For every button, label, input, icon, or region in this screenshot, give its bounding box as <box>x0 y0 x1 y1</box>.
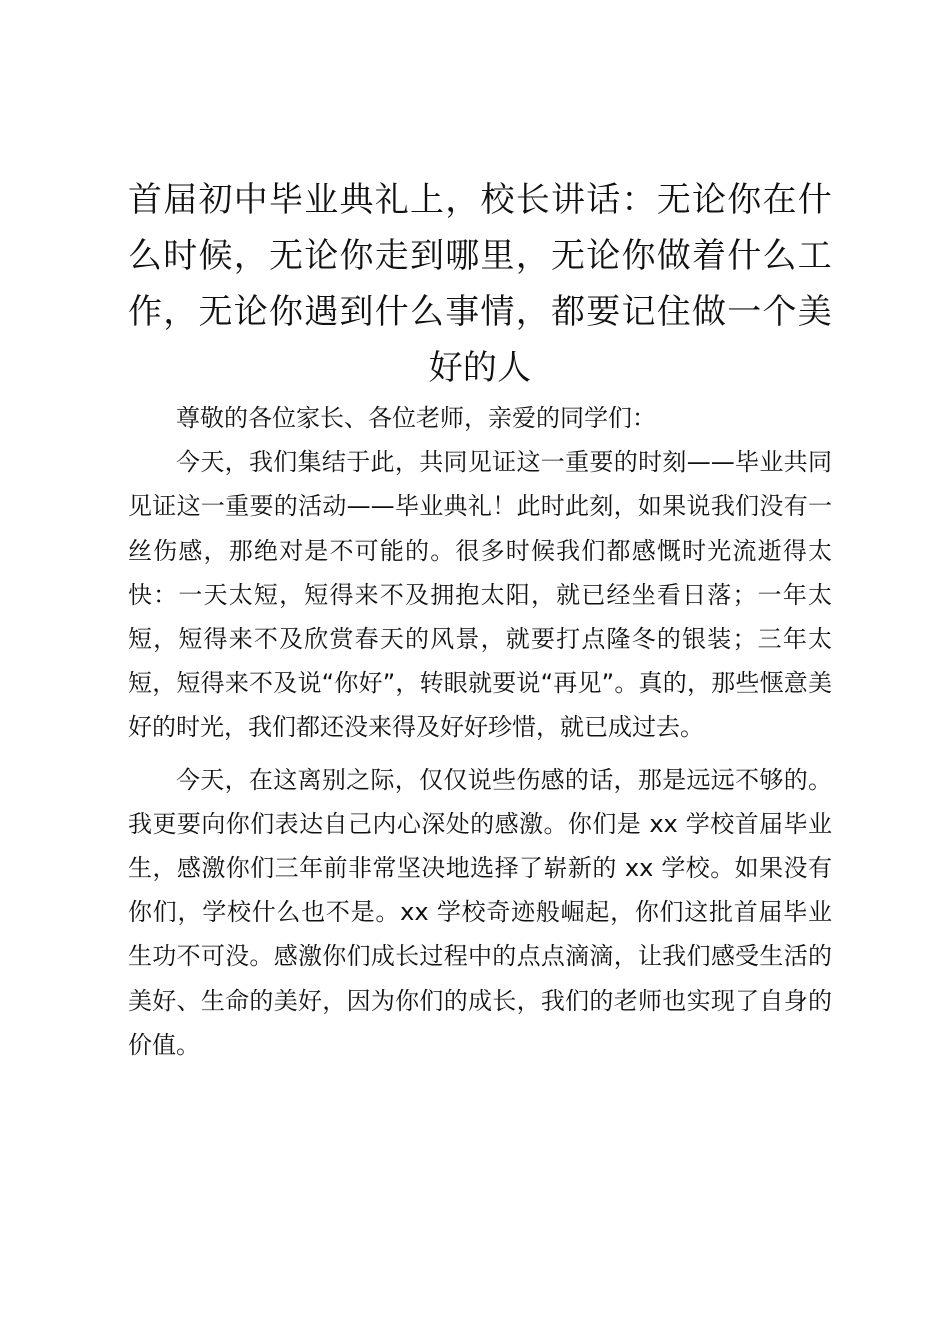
document-title: 首届初中毕业典礼上，校长讲话：无论你在什么时候，无论你走到哪里，无论你做着什么工作，无论你遇到什么事情，都要记住做一个美好的人 <box>128 180 832 388</box>
greeting-line: 尊敬的各位家长、各位老师，亲爱的同学们： <box>176 404 656 432</box>
paragraph-2: 今天，在这离别之际，仅仅说些伤感的话，那是远远不够的。我更要向你们表达自己内心深处的感激。你们是 xx 学校首届毕业生，感激你们三年前非常坚决地选择了崭新的 xx 学校。如果没有你们，学校什么也不是。xx 学校奇迹般崛起，你们这批首届毕业生功不可没。感激你们成长过程中的点点滴滴，让我们感受生活的美好、生命的美好，因为你们的成长，我们的老师也实现了自身的价值。 <box>128 765 832 1059</box>
paragraph-1: 今天，我们集结于此，共同见证这一重要的时刻——毕业共同见证这一重要的活动——毕业典礼！此时此刻，如果说我们没有一丝伤感，那绝对是不可能的。很多时候我们都感慨时光流逝得太快：一天太短，短得来不及拥抱太阳，就已经坐看日落；一年太短，短得来不及欣赏春天的风景，就要打点隆冬的银装；三年太短，短得来不及说“你好”，转眼就要说“再见”。真的，那些惬意美好的时光，我们都还没来得及好好珍惜，就已成过去。 <box>128 448 832 742</box>
document-body <box>128 172 832 1067</box>
